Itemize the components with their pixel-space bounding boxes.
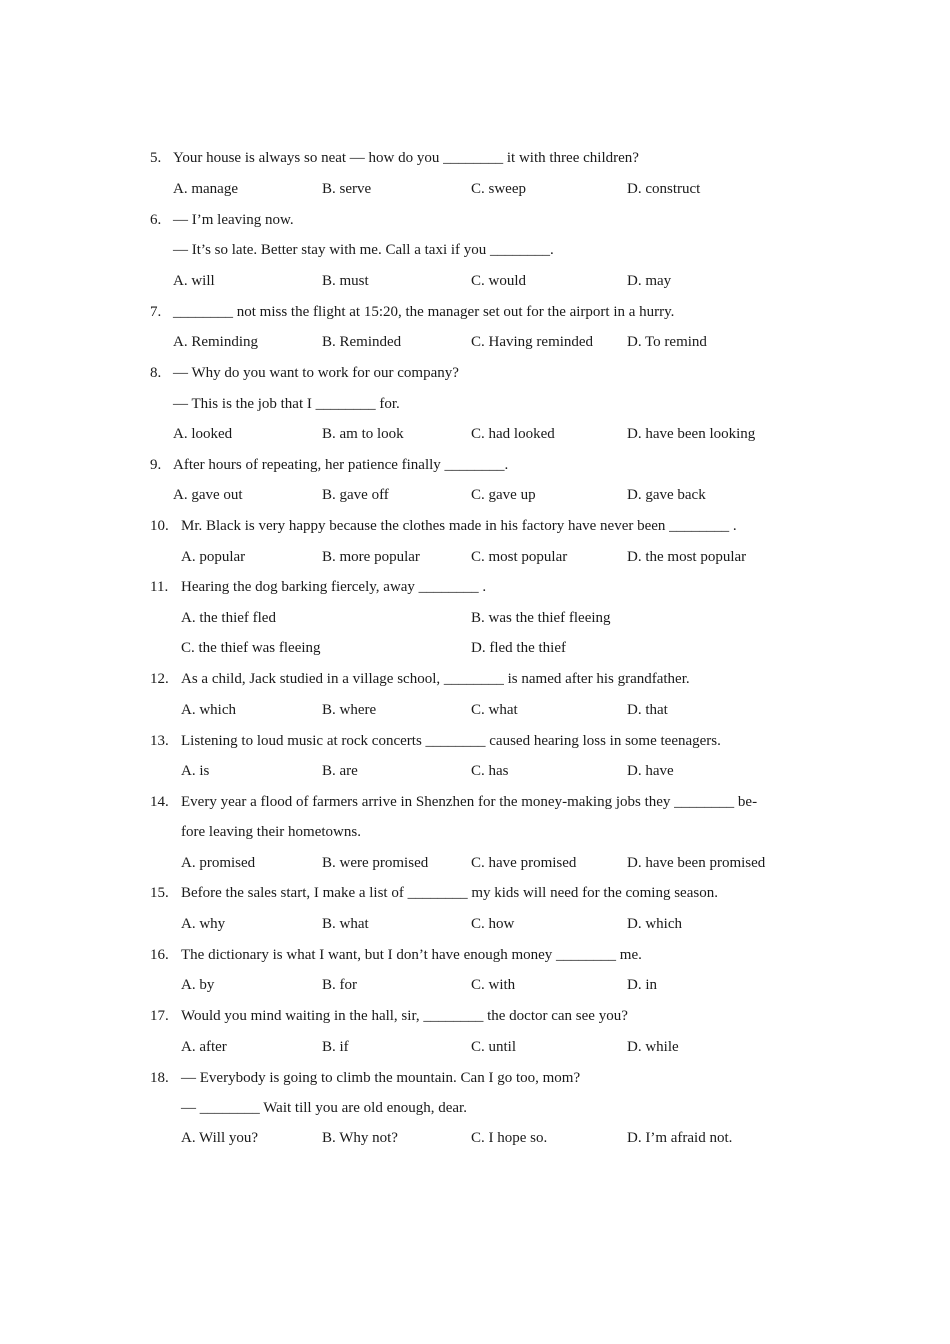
question-7-option-b: B. Reminded bbox=[322, 334, 402, 350]
question-18-text-2: — ________ Wait till you are old enough, dear. bbox=[181, 1100, 467, 1116]
question-11-option-a: A. the thief fled bbox=[181, 610, 276, 626]
question-14-option-a: A. promised bbox=[181, 855, 256, 871]
question-8-text-2: — This is the job that I ________ for. bbox=[173, 396, 400, 412]
question-14-option-d: D. have been promised bbox=[627, 855, 766, 871]
question-10-number: 10. bbox=[150, 518, 169, 534]
question-16-option-c: C. with bbox=[471, 977, 516, 993]
question-14-text-1: Every year a flood of farmers arrive in Shenzhen for the money-making jobs they ________ be- bbox=[181, 794, 758, 810]
question-7-number: 7. bbox=[150, 304, 162, 320]
question-13-option-b: B. are bbox=[322, 763, 358, 779]
question-10-option-d: D. the most popular bbox=[627, 549, 747, 565]
question-9-text: After hours of repeating, her patience finally ________. bbox=[173, 457, 509, 473]
question-16-option-d: D. in bbox=[627, 977, 657, 993]
question-8-number: 8. bbox=[150, 365, 162, 381]
question-17-option-c: C. until bbox=[471, 1039, 517, 1055]
question-5-option-b: B. serve bbox=[322, 181, 372, 197]
question-14-option-b: B. were promised bbox=[322, 855, 429, 871]
question-9-option-d: D. gave back bbox=[627, 487, 706, 503]
question-12-number: 12. bbox=[150, 671, 169, 687]
question-12-option-b: B. where bbox=[322, 702, 377, 718]
question-13-number: 13. bbox=[150, 733, 169, 749]
question-8-text-1: — Why do you want to work for our company? bbox=[173, 365, 459, 381]
question-18-option-d: D. I’m afraid not. bbox=[627, 1130, 733, 1146]
question-5-number: 5. bbox=[150, 150, 162, 166]
question-12-option-d: D. that bbox=[627, 702, 668, 718]
question-6-text-2: — It’s so late. Better stay with me. Call a taxi if you ________. bbox=[173, 242, 554, 258]
question-15-number: 15. bbox=[150, 885, 169, 901]
question-7-option-c: C. Having reminded bbox=[471, 334, 594, 350]
question-9-option-c: C. gave up bbox=[471, 487, 536, 503]
question-14-text-2: fore leaving their hometowns. bbox=[181, 824, 361, 840]
question-15-option-a: A. why bbox=[181, 916, 226, 932]
question-12-option-a: A. which bbox=[181, 702, 236, 718]
question-10-option-b: B. more popular bbox=[322, 549, 420, 565]
question-5-text: Your house is always so neat — how do you ________ it with three children? bbox=[173, 150, 639, 166]
question-15-option-d: D. which bbox=[627, 916, 682, 932]
question-9-option-a: A. gave out bbox=[173, 487, 243, 503]
question-11-option-c: C. the thief was fleeing bbox=[181, 640, 321, 656]
question-17-option-b: B. if bbox=[322, 1039, 349, 1055]
question-7-option-a: A. Reminding bbox=[173, 334, 258, 350]
question-15-option-b: B. what bbox=[322, 916, 369, 932]
question-17-text: Would you mind waiting in the hall, sir, ________ the doctor can see you? bbox=[181, 1008, 628, 1024]
question-18-option-a: A. Will you? bbox=[181, 1130, 259, 1146]
question-6-option-c: C. would bbox=[471, 273, 527, 289]
question-14-option-c: C. have promised bbox=[471, 855, 577, 871]
question-7-text: ________ not miss the flight at 15:20, the manager set out for the airport in a hurry. bbox=[173, 304, 675, 320]
question-13-option-a: A. is bbox=[181, 763, 210, 779]
question-17-number: 17. bbox=[150, 1008, 169, 1024]
question-7-option-d: D. To remind bbox=[627, 334, 707, 350]
question-5-option-d: D. construct bbox=[627, 181, 701, 197]
question-15-text: Before the sales start, I make a list of ________ my kids will need for the coming season. bbox=[181, 885, 718, 901]
question-10-option-a: A. popular bbox=[181, 549, 246, 565]
question-18-text-1: — Everybody is going to climb the mountain. Can I go too, mom? bbox=[181, 1070, 581, 1086]
question-16-option-b: B. for bbox=[322, 977, 357, 993]
question-11-text: Hearing the dog barking fiercely, away ________ . bbox=[181, 579, 487, 595]
question-16-text: The dictionary is what I want, but I don’t have enough money ________ me. bbox=[181, 947, 642, 963]
question-8-option-d: D. have been looking bbox=[627, 426, 756, 442]
question-11-option-d: D. fled the thief bbox=[471, 640, 566, 656]
question-16-number: 16. bbox=[150, 947, 169, 963]
question-18-option-b: B. Why not? bbox=[322, 1130, 398, 1146]
question-9-option-b: B. gave off bbox=[322, 487, 389, 503]
question-13-text: Listening to loud music at rock concerts ________ caused hearing loss in some teenagers. bbox=[181, 733, 721, 749]
question-15-option-c: C. how bbox=[471, 916, 515, 932]
question-8-option-c: C. had looked bbox=[471, 426, 555, 442]
question-8-option-b: B. am to look bbox=[322, 426, 404, 442]
question-8-option-a: A. looked bbox=[173, 426, 233, 442]
question-11-option-b: B. was the thief fleeing bbox=[471, 610, 611, 626]
question-13-option-d: D. have bbox=[627, 763, 674, 779]
question-17-option-d: D. while bbox=[627, 1039, 679, 1055]
question-12-option-c: C. what bbox=[471, 702, 518, 718]
question-5-option-c: C. sweep bbox=[471, 181, 526, 197]
question-6-option-d: D. may bbox=[627, 273, 672, 289]
question-10-option-c: C. most popular bbox=[471, 549, 568, 565]
question-18-option-c: C. I hope so. bbox=[471, 1130, 548, 1146]
question-14-number: 14. bbox=[150, 794, 169, 810]
question-6-option-b: B. must bbox=[322, 273, 369, 289]
question-17-option-a: A. after bbox=[181, 1039, 227, 1055]
question-16-option-a: A. by bbox=[181, 977, 215, 993]
question-13-option-c: C. has bbox=[471, 763, 509, 779]
question-11-number: 11. bbox=[150, 579, 169, 595]
question-6-number: 6. bbox=[150, 212, 162, 228]
question-9-number: 9. bbox=[150, 457, 162, 473]
question-18-number: 18. bbox=[150, 1070, 169, 1086]
question-6-option-a: A. will bbox=[173, 273, 215, 289]
question-5-option-a: A. manage bbox=[173, 181, 238, 197]
question-10-text: Mr. Black is very happy because the clothes made in his factory have never been ________ . bbox=[181, 518, 737, 534]
question-6-text-1: — I’m leaving now. bbox=[173, 212, 294, 228]
question-12-text: As a child, Jack studied in a village school, ________ is named after his grandfather. bbox=[181, 671, 690, 687]
